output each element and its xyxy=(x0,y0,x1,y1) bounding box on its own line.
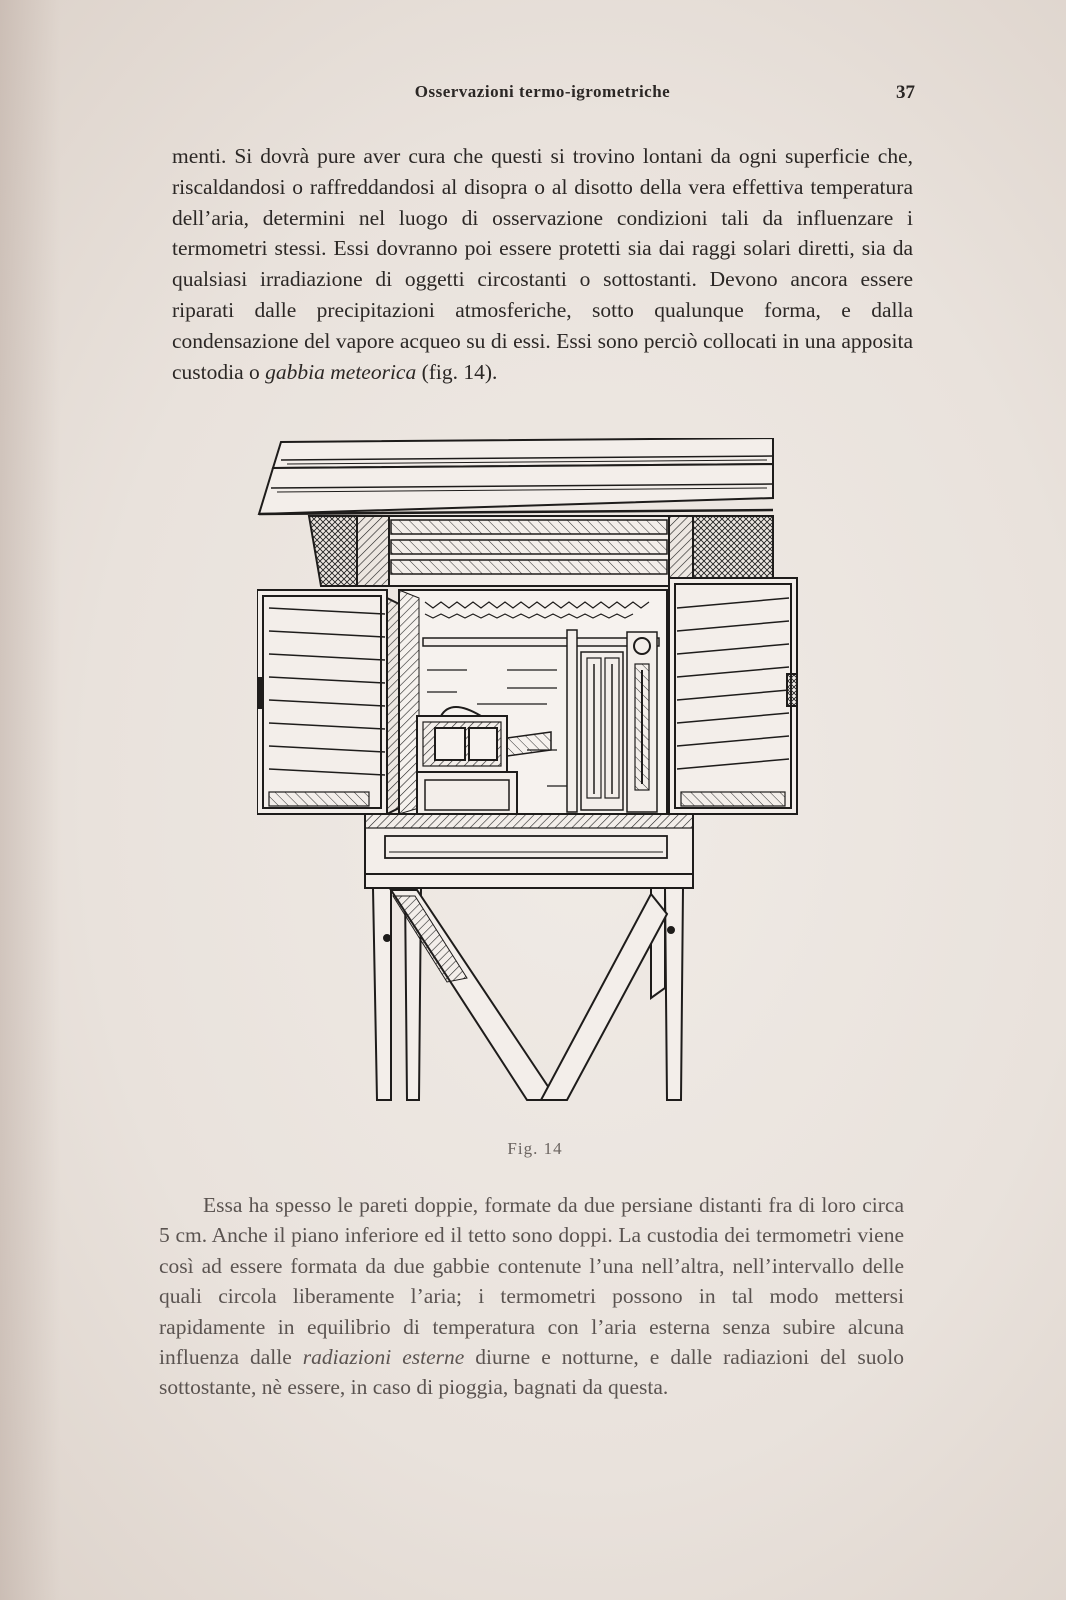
paragraph-2-text: Essa ha spesso le pareti doppie, formate da due persiane distanti fra di loro circa 5 cm. Anche il piano inferiore ed il tetto sono doppi. La custodia dei termometri viene così ad essere formata da due gabbie contenute l’una nell’altra, nell’intervallo delle quali circola liberamente l’aria; i termometri possono in tal modo mettersi rapidamente in equilibrio di temperatura con l’aria esterna senza subire alcuna influenza dalle xyxy=(159,1193,904,1370)
paragraph-2-italic: radiazioni esterne xyxy=(302,1345,465,1370)
thermometer-shelter-figure xyxy=(257,438,819,1124)
right-door xyxy=(669,578,797,814)
paragraph-1-text: menti. Si dovrà pure aver cura che questi si trovino lontani da ogni superficie che, riscaldandosi o raffreddandosi al disopra o al disotto della vera effettiva temperatura dell’aria, determini nel luogo di osservazione condizioni tali da influenzare i termometri stessi. Essi dovranno poi essere protetti sia dai raggi solari diretti, sia da qualsiasi irradiazione di oggetti circostanti o sottostanti. Devono ancora essere riparati dalle precipitazioni atmosferiche, sotto qualunque forma, e dalla condensazione del vapore acqueo su di essi. Essi sono perciò collocati in una apposita custodia o xyxy=(172,144,913,384)
paragraph-1-italic: gabbia meteorica xyxy=(265,359,417,384)
paragraph-1 xyxy=(172,141,913,387)
paragraph-1-end: (fig. 14). xyxy=(416,359,498,384)
paragraph-2-end: diurne e notturne, e dalle radiazioni del suolo sottostante, nè essere, in caso di pioggia, bagnati da questa. xyxy=(159,1345,904,1400)
running-title: Osservazioni termo-igrometriche xyxy=(414,82,671,101)
page-header xyxy=(170,82,915,108)
right-leg xyxy=(665,888,683,1100)
left-leg xyxy=(373,888,391,1100)
figure-caption: Fig. 14 xyxy=(507,1139,563,1158)
page-shadow xyxy=(0,0,60,1600)
page-number: 37 xyxy=(896,82,915,103)
paragraph-2 xyxy=(159,1190,904,1403)
